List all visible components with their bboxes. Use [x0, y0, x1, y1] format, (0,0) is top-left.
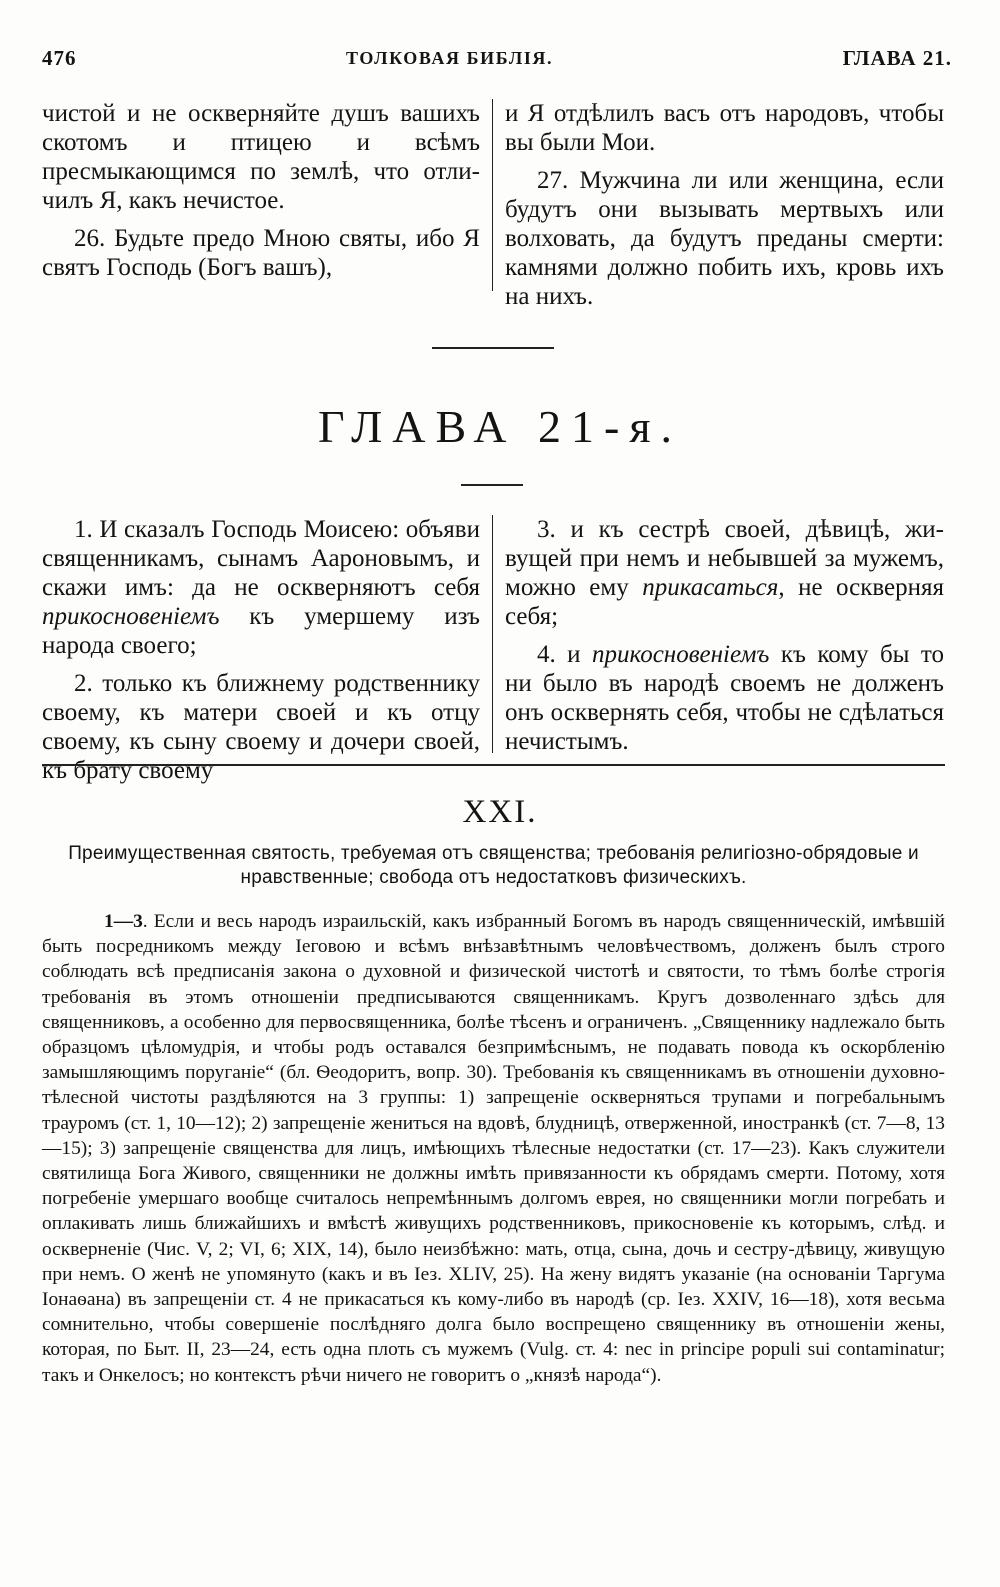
- section-summary: Преимущественная святость, требуемая отъ священства; требованія религіозно-обрядовые и нравственные; свобода отъ недостатковъ физическихъ.: [68, 843, 919, 888]
- divider: [42, 764, 945, 766]
- verse-3: 3. и къ сестрѣ своей, дѣвицѣ, живущей при немъ и небывшей за мужемъ, можно ему прикасаться, не оскверняя себя;: [505, 516, 944, 630]
- verse-continuation: и Я отдѣлилъ васъ отъ народовъ, чтобы вы были Мои.: [505, 100, 944, 156]
- right-column: [493, 515, 944, 753]
- verse-2: 2. только къ ближнему родственнику своему, къ матери своей и къ отцу своему, къ сыну своему и дочери своей, къ брату своему: [42, 670, 480, 784]
- commentary-paragraph: [42, 909, 945, 1388]
- chapter-columns: [42, 515, 945, 784]
- verse-1: 1. И сказалъ Господь Моисею: объяви священникамъ, сынамъ Аароновымъ, и скажи имъ: да не оскверняютъ себя прикосновеніемъ къ умершему изъ народа своего;: [42, 516, 480, 659]
- left-column: [42, 99, 493, 291]
- right-column: [493, 99, 944, 310]
- running-chapter: ГЛАВА 21.: [842, 45, 952, 70]
- previous-chapter-columns: [42, 99, 945, 310]
- verse-27: 27. Мужчина ли или женщина, если будутъ они вызывать мертвыхъ или волховать, да будутъ преданы смерти: камнями должно побить ихъ, кровь ихъ на нихъ.: [505, 167, 944, 310]
- commentary-reference: 1—3: [104, 911, 143, 932]
- section-number: XXI.: [462, 794, 538, 830]
- divider: [461, 484, 523, 486]
- left-column: [42, 515, 493, 784]
- verse-4: 4. и прикосновеніемъ къ кому бы то ни было въ народѣ своемъ не долженъ онъ осквернять себя, чтобы не сдѣлаться нечистымъ.: [505, 641, 944, 755]
- chapter-title: ГЛАВА 21-я.: [317, 401, 683, 452]
- verse-26: 26. Будьте предо Мною святы, ибо Я святъ Господь (Богъ вашъ),: [42, 225, 480, 281]
- commentary-text: . Если и весь народъ израильскій, какъ избранный Богомъ въ народъ священническій, имѣвшій быть посредникомъ между Іеговою и всѣмъ внѣзавѣтнымъ человѣчествомъ, долженъ былъ строго соблюдать всѣ предписанія закона о духовной и физической чистотѣ и святости, то тѣмъ болѣе строгія требованія въ этомъ отношеніи предписываются священникамъ. Кругъ дозволеннаго здѣсь для священниковъ, а особенно для первосвященника, болѣе тѣсенъ и ограниченъ. „Священнику надлежало быть образцомъ цѣломудрія, и чтобы родъ оставался безпримѣснымъ, не подавать повода къ оскорбленію замышляющимъ поруганіе“ (бл. Ѳеодоритъ, вопр. 30). Требованія къ священникамъ въ отношеніи духовно-тѣлесной чистоты раздѣляются на 3 группы: 1) запрещеніе оскверняться трупами и погребальнымъ трауромъ (ст. 1, 10—12); 2) запрещеніе жениться на вдовѣ, блудницѣ, отверженной, иностранкѣ (ст. 7—8, 13—15); 3) запрещеніе священства для лицъ, имѣющихъ тѣлесные недостатки (ст. 17—23). Какъ служители святилища Бога Живого, священники не должны имѣть привязанности къ обрядамъ смерти. Потому, хотя погребеніе умершаго вообще считалось непремѣннымъ долгомъ еврея, но священники могли погребать и оплакивать лишь ближайшихъ и вмѣстѣ живущихъ родственниковъ, прикосновеніе къ которымъ, слѣд. и оскверненіе (Чис. V, 2; VI, 6; XIX, 14), было неизбѣжно: мать, отца, сына, дочь и сестру-дѣвицу, живущую при немъ. О женѣ не упомянуто (какъ и въ Іез. XLIV, 25). На жену видятъ указаніе (на основаніи Таргума Іонаѳана) въ запрещеніи ст. 4 не прикасаться къ кому-либо въ народѣ (ср. Іез. XXIV, 16—18), хотя весьма сомнительно, чтобы совершеніе послѣдняго долга было воспрещено священнику въ отношеніи жены, которая, по Быт. II, 23—24, есть одна плоть съ мужемъ (Vulg. ст. 4: nec in principe populi sui contaminatur; такъ и Онкелосъ; но контекстъ рѣчи ничего не говоритъ о „князѣ народа“).: [42, 911, 945, 1386]
- book-title: ТОЛКОВАЯ БИБЛІЯ.: [346, 47, 554, 68]
- verse-continuation: чистой и не оскверняйте душъ вашихъ скотомъ и птицею и всѣмъ пресмыкающимся по землѣ, что отличилъ Я, какъ нечистое.: [42, 100, 480, 214]
- page-number: 476: [42, 45, 77, 70]
- running-header: [42, 38, 952, 78]
- divider: [432, 347, 554, 349]
